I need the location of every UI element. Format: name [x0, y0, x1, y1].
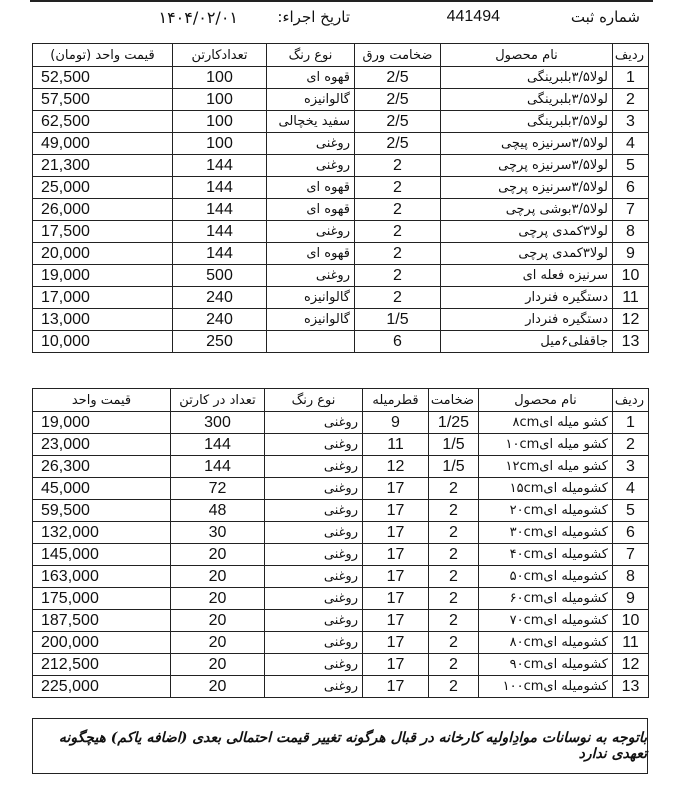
table-cell: کشومیله ای۸۰cm: [479, 632, 613, 654]
table-cell: 49,000: [33, 133, 173, 155]
table-row: [33, 89, 649, 111]
table-cell: 17: [363, 544, 429, 566]
table-cell: 57,500: [33, 89, 173, 111]
table-cell: 17,500: [33, 221, 173, 243]
column-header: نوع رنگ: [267, 44, 355, 67]
table-cell: جاقفلی۶میل: [441, 331, 613, 353]
table-cell: 2/5: [355, 133, 441, 155]
table-cell: 145,000: [33, 544, 171, 566]
table-row: [33, 434, 649, 456]
table-cell: 3: [613, 111, 649, 133]
table-cell: 6: [613, 522, 649, 544]
table-cell: 25,000: [33, 177, 173, 199]
table-cell: 4: [613, 478, 649, 500]
table-cell: 5: [613, 155, 649, 177]
table-row: [33, 610, 649, 632]
table-cell: 19,000: [33, 412, 171, 434]
table-cell: 163,000: [33, 566, 171, 588]
table-row: [33, 199, 649, 221]
table-row: [33, 544, 649, 566]
table-cell: کشو میله ای۱۰cm: [479, 434, 613, 456]
table-cell: 2: [429, 610, 479, 632]
table-cell: 20,000: [33, 243, 173, 265]
table-cell: کشو میله ای۱۲cm: [479, 456, 613, 478]
column-header: نام محصول: [479, 389, 613, 412]
table-cell: 2: [429, 544, 479, 566]
table-cell: گالوانیزه: [267, 89, 355, 111]
table-cell: 5: [613, 500, 649, 522]
table-cell: 10,000: [33, 331, 173, 353]
top-border-line: [30, 0, 653, 2]
table-cell: 20: [171, 544, 265, 566]
table-cell: 2: [613, 434, 649, 456]
table-cell: 19,000: [33, 265, 173, 287]
table-row: [33, 676, 649, 698]
table-cell: روغنی: [265, 654, 363, 676]
table-cell: قهوه ای: [267, 177, 355, 199]
table-cell: 21,300: [33, 155, 173, 177]
hinges-price-table: [32, 43, 649, 353]
table-row: [33, 309, 649, 331]
table-cell: روغنی: [265, 478, 363, 500]
table-cell: 30: [171, 522, 265, 544]
execution-date-label: تاریخ اجراء:: [277, 8, 350, 26]
column-header: قیمت واحد: [33, 389, 171, 412]
table-cell: 8: [613, 221, 649, 243]
table-cell: 1/5: [429, 456, 479, 478]
table-cell: روغنی: [265, 632, 363, 654]
table-cell: 17: [363, 478, 429, 500]
table-cell: 20: [171, 632, 265, 654]
table-cell: سفید یخچالی: [267, 111, 355, 133]
table-row: [33, 456, 649, 478]
column-header: ضخامت: [429, 389, 479, 412]
table-cell: سرنیزه فعله ای: [441, 265, 613, 287]
column-header: تعداد در کارتن: [171, 389, 265, 412]
table-cell: 2: [429, 676, 479, 698]
table-cell: لولا۳کمدی پرچی: [441, 221, 613, 243]
table-row: [33, 243, 649, 265]
table-cell: کشومیله ای۱۵cm: [479, 478, 613, 500]
table-cell: 2: [355, 155, 441, 177]
table-cell: 2: [355, 265, 441, 287]
table-cell: روغنی: [265, 676, 363, 698]
table-cell: 13,000: [33, 309, 173, 331]
table-cell: 20: [171, 676, 265, 698]
column-header: قیمت واحد (تومان): [33, 44, 173, 67]
table-header-row: [33, 389, 649, 412]
table-cell: 8: [613, 566, 649, 588]
table-cell: 2/5: [355, 67, 441, 89]
table-cell: 2: [355, 287, 441, 309]
column-header: تعدادکارتن: [173, 44, 267, 67]
table-row: [33, 566, 649, 588]
table-cell: 17: [363, 588, 429, 610]
table-cell: قهوه ای: [267, 67, 355, 89]
table-row: [33, 177, 649, 199]
table-cell: 2: [429, 654, 479, 676]
table-cell: 17: [363, 522, 429, 544]
column-header: نوع رنگ: [265, 389, 363, 412]
table-cell: کشومیله ای۳۰cm: [479, 522, 613, 544]
table-cell: 20: [171, 588, 265, 610]
drawer-bolt-price-table: [32, 388, 649, 698]
table-cell: کشومیله ای۱۰۰cm: [479, 676, 613, 698]
table-cell: لولا۳/۵سرنیزه پیچی: [441, 133, 613, 155]
table-cell: لولا۳/۵سرنیزه پرچی: [441, 177, 613, 199]
table-cell: [267, 331, 355, 353]
table-cell: کشومیله ای۷۰cm: [479, 610, 613, 632]
table-cell: 17: [363, 676, 429, 698]
table-cell: 11: [613, 632, 649, 654]
registration-number: 441494: [446, 8, 500, 25]
registration-label: شماره ثبت: [570, 8, 640, 26]
column-header: قطرمیله: [363, 389, 429, 412]
table-row: [33, 522, 649, 544]
column-header: نام محصول: [441, 44, 613, 67]
table-cell: روغنی: [267, 265, 355, 287]
table-cell: 2: [355, 177, 441, 199]
table-cell: 62,500: [33, 111, 173, 133]
table-cell: روغنی: [265, 522, 363, 544]
table-cell: 175,000: [33, 588, 171, 610]
table-cell: 2: [429, 522, 479, 544]
table-cell: 144: [171, 434, 265, 456]
table-cell: روغنی: [265, 566, 363, 588]
column-header: ردیف: [613, 44, 649, 67]
table-row: [33, 287, 649, 309]
table-cell: روغنی: [265, 544, 363, 566]
table-cell: 10: [613, 265, 649, 287]
table-cell: 2/5: [355, 111, 441, 133]
execution-date: ۱۴۰۴/۰۲/۰۱: [158, 8, 238, 27]
table-cell: 7: [613, 544, 649, 566]
table-cell: 10: [613, 610, 649, 632]
table-cell: 144: [173, 155, 267, 177]
table-cell: 12: [613, 654, 649, 676]
table-cell: 45,000: [33, 478, 171, 500]
table-cell: 1/25: [429, 412, 479, 434]
table-row: [33, 155, 649, 177]
table-cell: 11: [613, 287, 649, 309]
table-row: [33, 111, 649, 133]
table-cell: 52,500: [33, 67, 173, 89]
table-cell: روغنی: [265, 610, 363, 632]
table-cell: 144: [173, 221, 267, 243]
table-cell: 1: [613, 412, 649, 434]
table-row: [33, 588, 649, 610]
table-row: [33, 221, 649, 243]
table-cell: روغنی: [265, 434, 363, 456]
table-cell: 100: [173, 111, 267, 133]
table-row: [33, 632, 649, 654]
table-cell: گالوانیزه: [267, 287, 355, 309]
table-cell: کشومیله ای۴۰cm: [479, 544, 613, 566]
table-cell: 13: [613, 676, 649, 698]
table-cell: 2: [355, 243, 441, 265]
table-cell: روغنی: [267, 155, 355, 177]
column-header: ردیف: [613, 389, 649, 412]
table-cell: 144: [173, 177, 267, 199]
table-cell: 12: [363, 456, 429, 478]
table-cell: 2: [355, 199, 441, 221]
column-header: ضخامت ورق: [355, 44, 441, 67]
table-cell: روغنی: [265, 588, 363, 610]
table-cell: لولا۳/۵بلبرینگی: [441, 111, 613, 133]
table-cell: 100: [173, 67, 267, 89]
table-cell: 6: [355, 331, 441, 353]
table-cell: 17: [363, 610, 429, 632]
table-cell: 17: [363, 654, 429, 676]
table-cell: 144: [173, 199, 267, 221]
table-cell: لولا۳/۵بوشی پرچی: [441, 199, 613, 221]
table-cell: 1: [613, 67, 649, 89]
table-cell: 9: [613, 588, 649, 610]
table-cell: 2: [429, 478, 479, 500]
table-cell: 144: [171, 456, 265, 478]
table-cell: 11: [363, 434, 429, 456]
table-cell: 2/5: [355, 89, 441, 111]
table-row: [33, 478, 649, 500]
table-cell: 12: [613, 309, 649, 331]
table-cell: کشومیله ای۲۰cm: [479, 500, 613, 522]
table-cell: کشومیله ای۵۰cm: [479, 566, 613, 588]
document-header: [30, 4, 650, 38]
table-cell: کشو میله ای۸cm: [479, 412, 613, 434]
table-cell: 200,000: [33, 632, 171, 654]
table-cell: کشومیله ای۹۰cm: [479, 654, 613, 676]
table-cell: روغنی: [267, 221, 355, 243]
table-cell: 3: [613, 456, 649, 478]
table-cell: لولا۳/۵سرنیزه پرچی: [441, 155, 613, 177]
table-cell: 26,300: [33, 456, 171, 478]
table-cell: 187,500: [33, 610, 171, 632]
table-row: [33, 265, 649, 287]
table-cell: 144: [173, 243, 267, 265]
table-cell: 17: [363, 632, 429, 654]
table-cell: 500: [173, 265, 267, 287]
table-cell: 4: [613, 133, 649, 155]
price-disclaimer: باتوجه به نوسانات موادِاولیه کارخانه در قبال هرگونه تغییر قیمت احتمالی بعدی (اضافه یاکم) هیچگونه تعهدی ندارد: [32, 718, 648, 774]
table-cell: قهوه ای: [267, 199, 355, 221]
table-cell: 2: [429, 500, 479, 522]
table-cell: 26,000: [33, 199, 173, 221]
table-header-row: [33, 44, 649, 67]
table-row: [33, 133, 649, 155]
table-cell: 7: [613, 199, 649, 221]
table-cell: 2: [429, 632, 479, 654]
table-cell: 2: [429, 566, 479, 588]
table-cell: لولا۳/۵بلبرینگی: [441, 89, 613, 111]
table-row: [33, 412, 649, 434]
table-cell: 17: [363, 566, 429, 588]
table-cell: قهوه ای: [267, 243, 355, 265]
table-cell: 9: [613, 243, 649, 265]
table-row: [33, 67, 649, 89]
table-cell: 240: [173, 309, 267, 331]
table-cell: 20: [171, 566, 265, 588]
table-cell: روغنی: [265, 500, 363, 522]
table-cell: کشومیله ای۶۰cm: [479, 588, 613, 610]
table-row: [33, 654, 649, 676]
table-cell: 240: [173, 287, 267, 309]
table-cell: 13: [613, 331, 649, 353]
table-cell: 48: [171, 500, 265, 522]
table-cell: 225,000: [33, 676, 171, 698]
table-cell: 100: [173, 133, 267, 155]
table-cell: 1/5: [429, 434, 479, 456]
table-cell: 72: [171, 478, 265, 500]
table-cell: 20: [171, 610, 265, 632]
table-cell: روغنی: [267, 133, 355, 155]
table-cell: 20: [171, 654, 265, 676]
table-cell: دستگیره فنردار: [441, 287, 613, 309]
table-cell: 9: [363, 412, 429, 434]
table-cell: 250: [173, 331, 267, 353]
table-cell: 17,000: [33, 287, 173, 309]
table-cell: 59,500: [33, 500, 171, 522]
table-cell: 132,000: [33, 522, 171, 544]
table-cell: 23,000: [33, 434, 171, 456]
table-row: [33, 331, 649, 353]
table-cell: 1/5: [355, 309, 441, 331]
table-cell: 100: [173, 89, 267, 111]
table-cell: 17: [363, 500, 429, 522]
table-cell: 6: [613, 177, 649, 199]
table-cell: 2: [355, 221, 441, 243]
table-cell: لولا۳/۵بلبرینگی: [441, 67, 613, 89]
table-row: [33, 500, 649, 522]
table-cell: لولا۳کمدی پرچی: [441, 243, 613, 265]
table-cell: 2: [613, 89, 649, 111]
table-cell: گالوانیزه: [267, 309, 355, 331]
table-cell: دستگیره فنردار: [441, 309, 613, 331]
table-cell: 2: [429, 588, 479, 610]
table-cell: 300: [171, 412, 265, 434]
table-cell: روغنی: [265, 412, 363, 434]
table-cell: روغنی: [265, 456, 363, 478]
table-cell: 212,500: [33, 654, 171, 676]
